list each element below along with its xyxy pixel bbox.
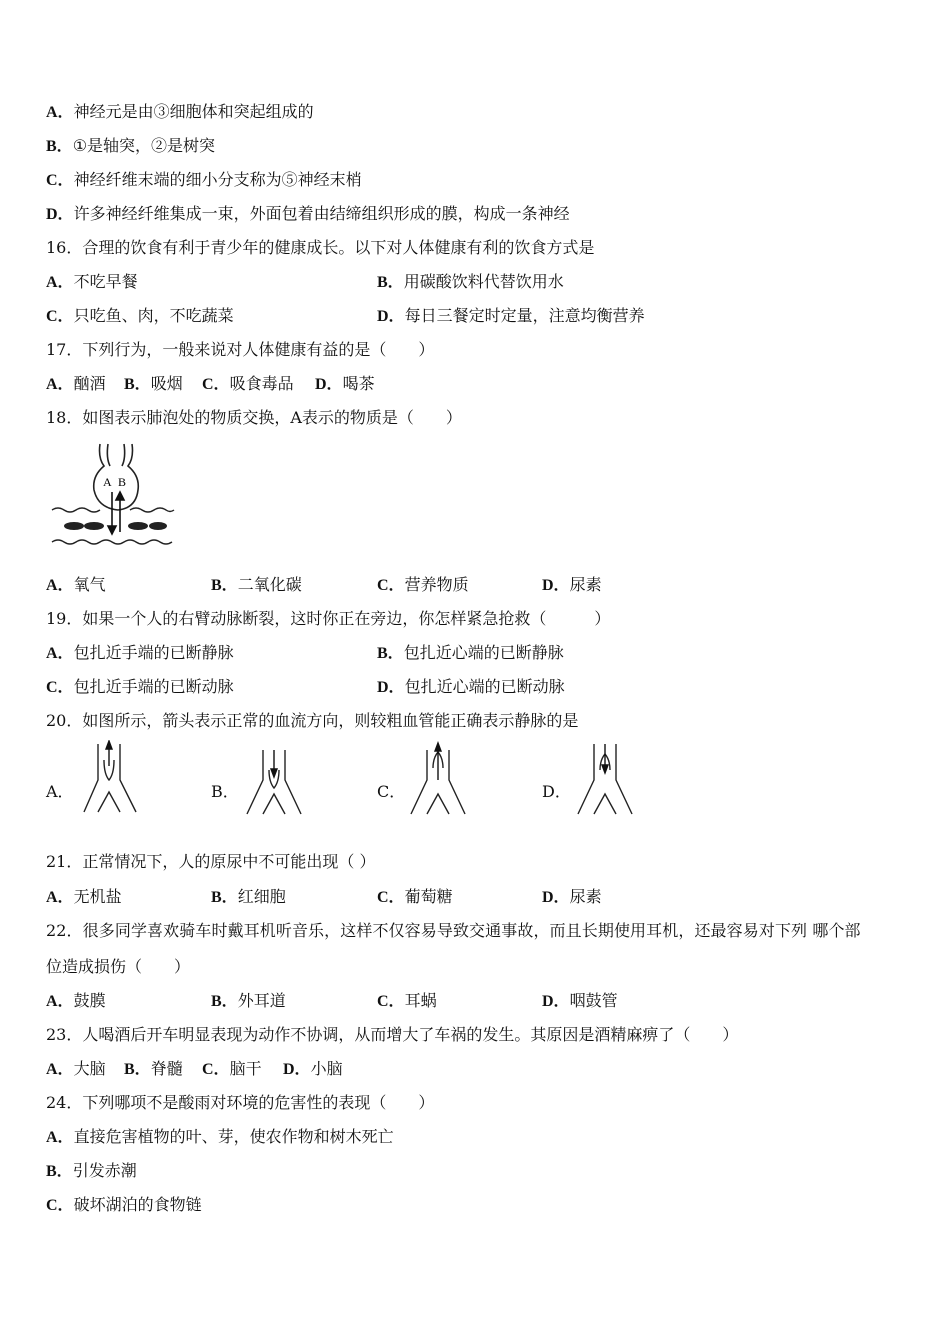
q23-option-b: B．脊髓 (124, 1059, 183, 1078)
q17-option-c: C．吸食毒品 (202, 374, 294, 393)
q15-option-c: C．神经纤维末端的细小分支称为⑤神经末梢 (46, 170, 362, 189)
q24-stem: 24．下列哪项不是酸雨对环境的危害性的表现（ ） (46, 1093, 435, 1112)
q20-option-b-label: B． (211, 782, 239, 801)
q18-option-a: A．氧气 (46, 575, 106, 594)
alveolus-exchange-figure (50, 440, 175, 550)
q21-option-b: B．红细胞 (211, 887, 286, 906)
q18-stem: 18．如图表示肺泡处的物质交换，A表示的物质是（ ） (46, 408, 462, 427)
vessel-diagram-b (243, 740, 313, 818)
q21-option-d: D．尿素 (542, 887, 602, 906)
q16-option-a: A．不吃早餐 (46, 272, 138, 291)
q16-stem: 16．合理的饮食有利于青少年的健康成长。以下对人体健康有利的饮食方式是 (46, 238, 595, 257)
q17-option-d: D．喝茶 (315, 374, 375, 393)
q23-option-d: D．小脑 (283, 1059, 343, 1078)
q20-option-a-label: A． (46, 782, 74, 801)
q21-stem: 21．正常情况下，人的原尿中不可能出现（ ） (46, 852, 376, 871)
q15-option-a: A．神经元是由③细胞体和突起组成的 (46, 102, 314, 121)
q20-option-c-label: C． (377, 782, 406, 801)
q22-stem-line2: 位造成损伤（ ） (46, 957, 191, 976)
q16-option-c: C．只吃鱼、肉，不吃蔬菜 (46, 306, 234, 325)
q18-option-c: C．营养物质 (377, 575, 469, 594)
q19-option-d: D．包扎近心端的已断动脉 (377, 677, 565, 696)
q17-option-b: B．吸烟 (124, 374, 183, 393)
q21-option-a: A．无机盐 (46, 887, 122, 906)
q18-option-b: B．二氧化碳 (211, 575, 302, 594)
q21-option-c: C．葡萄糖 (377, 887, 453, 906)
q22-option-d: D．咽鼓管 (542, 991, 618, 1010)
q24-option-b: B．引发赤潮 (46, 1161, 137, 1180)
q22-option-c: C．耳蜗 (377, 991, 437, 1010)
q23-option-a: A．大脑 (46, 1059, 106, 1078)
q15-option-b: B．①是轴突，②是树突 (46, 136, 216, 155)
q17-option-a: A．酗酒 (46, 374, 106, 393)
q24-option-c: C．破坏湖泊的食物链 (46, 1195, 202, 1214)
q23-option-c: C．脑干 (202, 1059, 262, 1078)
q22-stem-line1: 22．很多同学喜欢骑车时戴耳机听音乐，这样不仅容易导致交通事故，而且长期使用耳机，还最容易对下列 哪个部 (46, 921, 861, 940)
q16-option-d: D．每日三餐定时定量，注意均衡营养 (377, 306, 645, 325)
q18-option-d: D．尿素 (542, 575, 602, 594)
q19-option-b: B．包扎近心端的已断静脉 (377, 643, 564, 662)
fig-label-b: B (118, 475, 127, 489)
q15-option-d: D．许多神经纤维集成一束，外面包着由结缔组织形成的膜，构成一条神经 (46, 204, 570, 223)
q20-stem: 20．如图所示，箭头表示正常的血流方向，则较粗血管能正确表示静脉的是 (46, 711, 579, 730)
q19-stem: 19．如果一个人的右臂动脉断裂，这时你正在旁边，你怎样紧急抢救（ ） (46, 609, 611, 628)
vessel-diagram-d (572, 740, 642, 818)
vessel-diagram-a (80, 740, 150, 818)
q22-option-b: B．外耳道 (211, 991, 286, 1010)
q20-option-d-label: D． (542, 782, 571, 801)
q24-option-a: A．直接危害植物的叶、芽，使农作物和树木死亡 (46, 1127, 394, 1146)
vessel-diagram-c (405, 740, 475, 818)
q23-stem: 23．人喝酒后开车明显表现为动作不协调，从而增大了车祸的发生。其原因是酒精麻痹了（ ） (46, 1025, 739, 1044)
fig-label-a: A (103, 475, 112, 489)
q17-stem: 17．下列行为，一般来说对人体健康有益的是（ ） (46, 340, 435, 359)
q22-option-a: A．鼓膜 (46, 991, 106, 1010)
q19-option-c: C．包扎近手端的已断动脉 (46, 677, 234, 696)
q16-option-b: B．用碳酸饮料代替饮用水 (377, 272, 564, 291)
q19-option-a: A．包扎近手端的已断静脉 (46, 643, 234, 662)
